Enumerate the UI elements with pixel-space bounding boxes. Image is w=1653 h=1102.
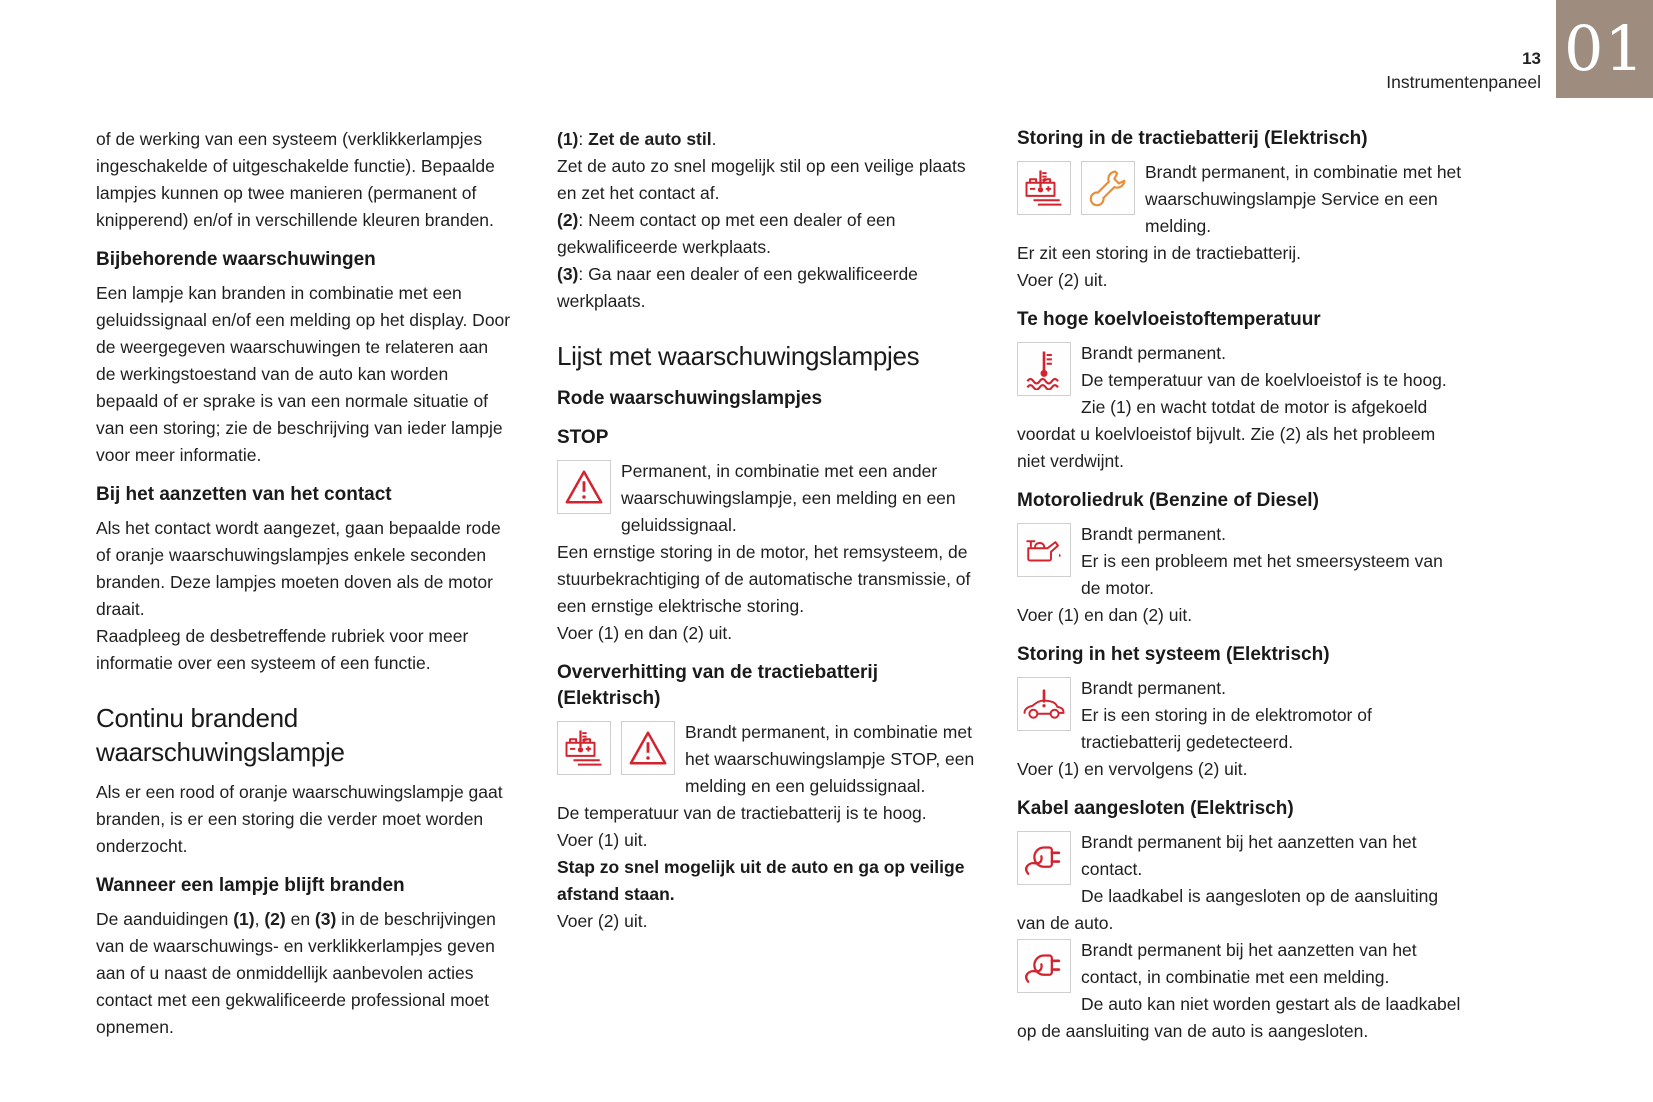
traction-battery-temperature-icon (557, 721, 611, 775)
heading-oververhitting-tractiebatterij: Oververhitting van de tractiebatterij (Elektrisch) (557, 662, 878, 709)
lamp-block-kabel-1 (1017, 829, 1463, 937)
koelvloeistof-p3: Zie (1) en wacht totdat de motor is afgekoeld voordat u koelvloeistof bijvult. Zie (2) als het probleem niet verdwijnt. (1017, 397, 1436, 471)
storing-tractiebatterij-p3: Voer (2) uit. (1017, 270, 1108, 290)
koelvloeistof-p2: De temperatuur van de koelvloeistof is te hoog. (1081, 370, 1447, 390)
motoroliedruk-p1: Brandt permanent. (1081, 524, 1226, 544)
heading-aanzetten-contact: Bij het aanzetten van het contact (96, 484, 392, 505)
charging-cable-icon (1017, 939, 1071, 993)
kabel-p2: De laadkabel is aangesloten op de aansluiting van de auto. (1017, 886, 1439, 933)
stop-p1: Permanent, in combinatie met een ander waarschuwingslampje, een melding en een geluidssignaal. (621, 461, 956, 535)
page-number: 13 (1522, 49, 1541, 68)
traction-battery-temperature-icon (1017, 161, 1071, 215)
kabel-p1: Brandt permanent bij het aanzetten van het contact. (1081, 832, 1417, 879)
intro-paragraph: of de werking van een systeem (verklikkerlampjes ingeschakelde of uitgeschakelde functie). Bepaalde lampjes kunnen op twee manieren (permanent of knipperend) en/of in verschillende kleuren branden. (96, 129, 495, 230)
stop-p3: Voer (1) en dan (2) uit. (557, 623, 733, 643)
storing-tractiebatterij-p2: Er zit een storing in de tractiebatterij. (1017, 243, 1302, 263)
warning-triangle-icon (557, 460, 611, 514)
car-fault-icon (1017, 677, 1071, 731)
storing-systeem-p2: Er is een storing in de elektromotor of tractiebatterij gedetecteerd. (1081, 705, 1372, 752)
column-1 (96, 126, 512, 1041)
stop-p2: Een ernstige storing in de motor, het remsysteem, de stuurbekrachtiging of de automatische transmissie, of een ernstige elektrische storing. (557, 542, 971, 616)
storing-systeem-p1: Brandt permanent. (1081, 678, 1226, 698)
kabel-p3: Brandt permanent bij het aanzetten van het contact, in combinatie met een melding. (1081, 940, 1417, 987)
heading-stop: STOP (557, 427, 609, 448)
storing-systeem-p3: Voer (1) en vervolgens (2) uit. (1017, 759, 1248, 779)
storing-tractiebatterij-p1: Brandt permanent, in combinatie met het waarschuwingslampje Service en een melding. (1145, 162, 1462, 236)
heading-motoroliedruk: Motoroliedruk (Benzine of Diesel) (1017, 490, 1319, 511)
heading-lampje-blijft-branden: Wanneer een lampje blijft branden (96, 875, 405, 896)
koelvloeistof-p1: Brandt permanent. (1081, 343, 1226, 363)
heading-storing-tractiebatterij: Storing in de tractiebatterij (Elektrisch) (1017, 128, 1368, 149)
kabel-p4: De auto kan niet worden gestart als de laadkabel op de aansluiting van de auto is aangesloten. (1017, 994, 1461, 1041)
lamp-block-storing-tractiebatterij (1017, 159, 1463, 294)
lamp-block-kabel-2 (1017, 937, 1463, 1045)
lamp-block-oververhitting (557, 719, 977, 935)
paragraph-contact-1: Als het contact wordt aangezet, gaan bepaalde rode of oranje waarschuwingslampjes enkele seconden branden. Deze lampjes moeten doven als de motor draait. (96, 518, 501, 619)
wrench-service-icon (1081, 161, 1135, 215)
lamp-block-storing-systeem (1017, 675, 1463, 783)
paragraph-continu: Als er een rood of oranje waarschuwingslampje gaat branden, is er een storing die verder moet worden onderzocht. (96, 782, 503, 856)
section-title: Instrumentenpaneel (1386, 72, 1541, 92)
motoroliedruk-p2: Er is een probleem met het smeersysteem van de motor. (1081, 551, 1443, 598)
oververhitting-p5: Voer (2) uit. (557, 911, 648, 931)
heading-kabel-aangesloten: Kabel aangesloten (Elektrisch) (1017, 798, 1294, 819)
oververhitting-p3: Voer (1) uit. (557, 830, 648, 850)
paragraph-bijbehorende: Een lampje kan branden in combinatie met een geluidssignaal en/of een melding op het display. Door de weergegeven waarschuwingen te relateren aan de werkingstoestand van de auto kan worden bepaald of er sprake is van een normale situatie of van een storing; zie de beschrijving van ieder lampje voor meer informatie. (96, 283, 511, 465)
heading-storing-systeem: Storing in het systeem (Elektrisch) (1017, 644, 1330, 665)
heading-rode-waarschuwingslampjes: Rode waarschuwingslampjes (557, 388, 823, 409)
step-3: (3): Ga naar een dealer of een gekwalificeerde werkplaats. (557, 264, 918, 311)
warning-triangle-icon (621, 721, 675, 775)
page-header (1386, 48, 1541, 94)
lamp-block-koelvloeistof (1017, 340, 1463, 475)
oil-pressure-icon (1017, 523, 1071, 577)
section-heading-lijst-waarschuwingslampjes: Lijst met waarschuwingslampjes (557, 341, 920, 371)
column-3 (1017, 126, 1463, 1045)
charging-cable-icon (1017, 831, 1071, 885)
oververhitting-warning-bold: Stap zo snel mogelijk uit de auto en ga op veilige afstand staan. (557, 857, 965, 904)
oververhitting-p2: De temperatuur van de tractiebatterij is te hoog. (557, 803, 927, 823)
chapter-number: 01 (1564, 12, 1645, 85)
step-1-text: Zet de auto zo snel mogelijk stil op een veilige plaats en zet het contact af. (557, 156, 966, 203)
paragraph-aanduidingen: De aanduidingen (1), (2) en (3) in de beschrijvingen van de waarschuwings- en verklikkerlampjes geven aan of u naast de onmiddellijk aanbevolen acties contact met een gekwalificeerde professional moet opnemen. (96, 909, 496, 1037)
oververhitting-p1: Brandt permanent, in combinatie met het waarschuwingslampje STOP, een melding en een geluidssignaal. (685, 722, 975, 796)
motoroliedruk-p3: Voer (1) en dan (2) uit. (1017, 605, 1193, 625)
step-2: (2): Neem contact op met een dealer of een gekwalificeerde werkplaats. (557, 210, 896, 257)
lamp-block-motoroliedruk (1017, 521, 1463, 629)
chapter-tab (1556, 0, 1653, 98)
column-2 (557, 126, 977, 935)
heading-koelvloeistoftemperatuur: Te hoge koelvloeistoftemperatuur (1017, 309, 1321, 330)
lamp-block-stop (557, 458, 977, 647)
coolant-temperature-icon (1017, 342, 1071, 396)
step-1-title: (1): Zet de auto stil. (557, 129, 717, 149)
heading-bijbehorende-waarschuwingen: Bijbehorende waarschuwingen (96, 249, 376, 270)
paragraph-contact-2: Raadpleeg de desbetreffende rubriek voor meer informatie over een systeem of een functie. (96, 626, 469, 673)
section-heading-continu-brandend: Continu brandend waarschuwingslampje (96, 703, 345, 767)
